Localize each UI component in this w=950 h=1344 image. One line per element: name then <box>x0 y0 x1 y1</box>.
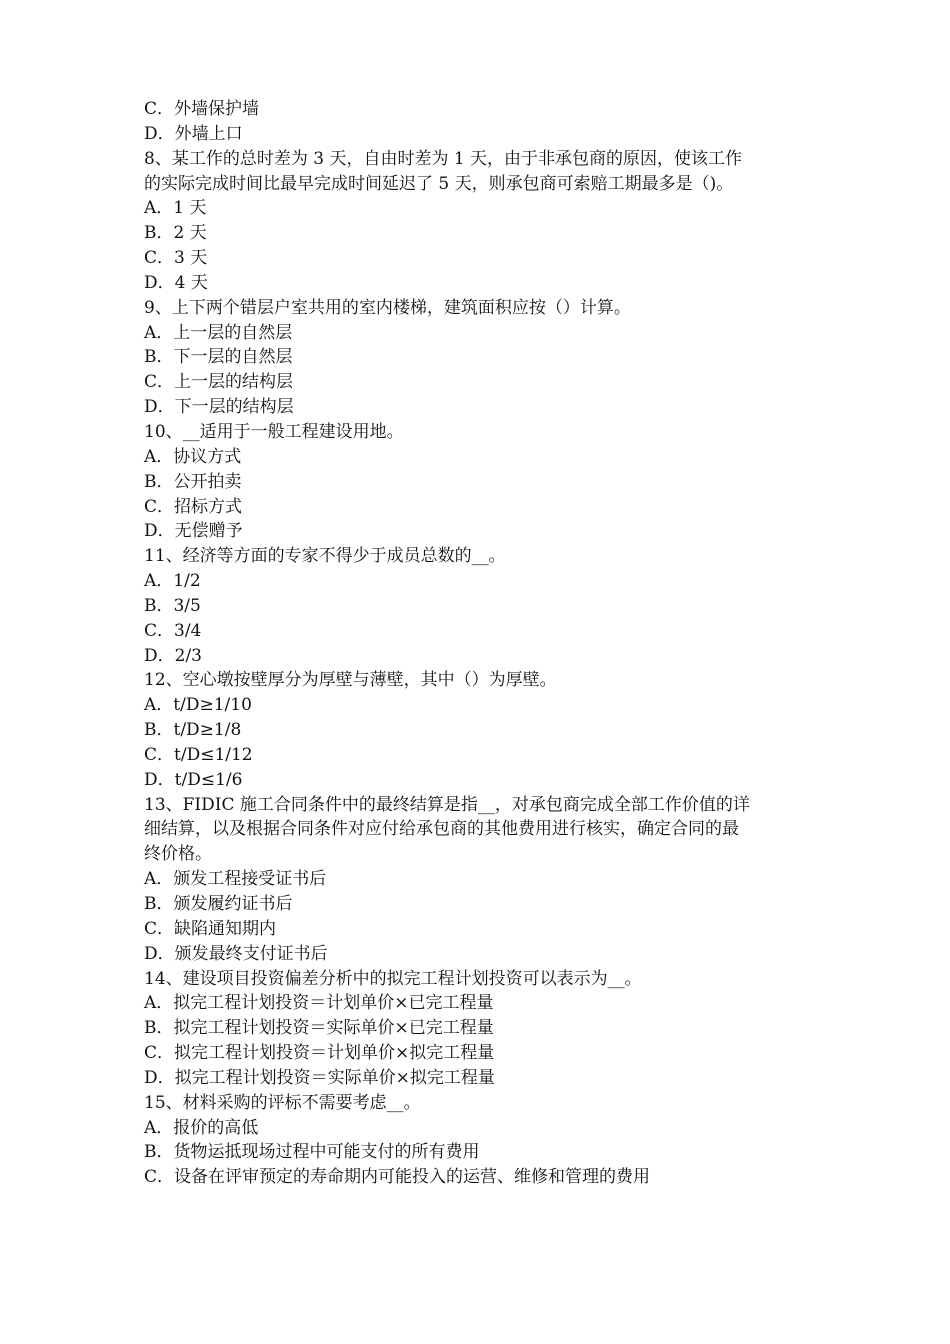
text-line: C．上一层的结构层 <box>144 372 294 393</box>
text-line: C．3 天 <box>144 248 208 269</box>
text-line: A．报价的高低 <box>144 1117 259 1138</box>
text-line: A．协议方式 <box>144 446 242 467</box>
text-line: 14、建设项目投资偏差分析中的拟完工程计划投资可以表示为__。 <box>144 968 642 989</box>
text-line: B．拟完工程计划投资＝实际单价×已完工程量 <box>144 1018 494 1039</box>
text-line: B．3/5 <box>144 595 201 616</box>
text-line: D．4 天 <box>144 272 208 293</box>
text-line: A．上一层的自然层 <box>144 322 293 343</box>
text-line: A．颁发工程接受证书后 <box>144 869 327 890</box>
text-line: C．设备在评审预定的寿命期内可能投入的运营、维修和管理的费用 <box>144 1167 651 1188</box>
text-line: D．颁发最终支付证书后 <box>144 943 328 964</box>
text-line: C．缺陷通知期内 <box>144 918 277 939</box>
text-line: C．t/D≤1/12 <box>144 744 253 765</box>
text-line: A．1/2 <box>144 571 201 592</box>
text-line: B．颁发履约证书后 <box>144 894 293 914</box>
text-line: 11、经济等方面的专家不得少于成员总数的__。 <box>144 546 506 567</box>
text-line: C．外墙保护墙 <box>144 99 260 119</box>
text-line: D．2/3 <box>144 645 202 666</box>
text-line: 终价格。 <box>144 844 212 865</box>
text-line: D．t/D≤1/6 <box>144 769 243 790</box>
text-line: B．公开拍卖 <box>144 471 242 492</box>
text-line: C．招标方式 <box>144 496 243 517</box>
text-line: 的实际完成时间比最早完成时间延迟了 5 天，则承包商可索赔工期最多是（)。 <box>144 173 734 194</box>
text-line: D．无偿赠予 <box>144 521 243 542</box>
text-line: B．2 天 <box>144 223 207 244</box>
text-line: 13、FIDIC 施工合同条件中的最终结算是指__，对承包商完成全部工作价值的详 <box>144 794 750 815</box>
text-line: 细结算，以及根据合同条件对应付给承包商的其他费用进行核实，确定合同的最 <box>144 819 739 840</box>
text-line: B．货物运抵现场过程中可能支付的所有费用 <box>144 1142 480 1163</box>
text-line: D．外墙上口 <box>144 123 243 144</box>
document-body <box>144 97 809 1190</box>
text-line: B．t/D≥1/8 <box>144 720 242 741</box>
text-line: D．拟完工程计划投资＝实际单价×拟完工程量 <box>144 1067 495 1088</box>
text-line: 15、材料采购的评标不需要考虑__。 <box>144 1092 421 1113</box>
text-line: 12、空心墩按壁厚分为厚壁与薄壁，其中（）为厚壁。 <box>144 670 557 691</box>
text-line: C．拟完工程计划投资＝计划单价×拟完工程量 <box>144 1043 495 1064</box>
text-line: 8、某工作的总时差为 3 天，自由时差为 1 天，由于非承包商的原因，使该工作 <box>144 148 743 169</box>
text-line: A．1 天 <box>144 198 207 219</box>
text-line: A．t/D≥1/10 <box>144 695 252 716</box>
text-line: B．下一层的自然层 <box>144 347 293 368</box>
text-line: 10、__适用于一般工程建设用地。 <box>144 421 404 442</box>
text-line: D．下一层的结构层 <box>144 397 294 418</box>
text-line: 9、上下两个错层户室共用的室内楼梯，建筑面积应按（）计算。 <box>144 297 631 318</box>
text-line: C．3/4 <box>144 620 202 641</box>
text-line: A．拟完工程计划投资＝计划单价×已完工程量 <box>144 993 494 1014</box>
